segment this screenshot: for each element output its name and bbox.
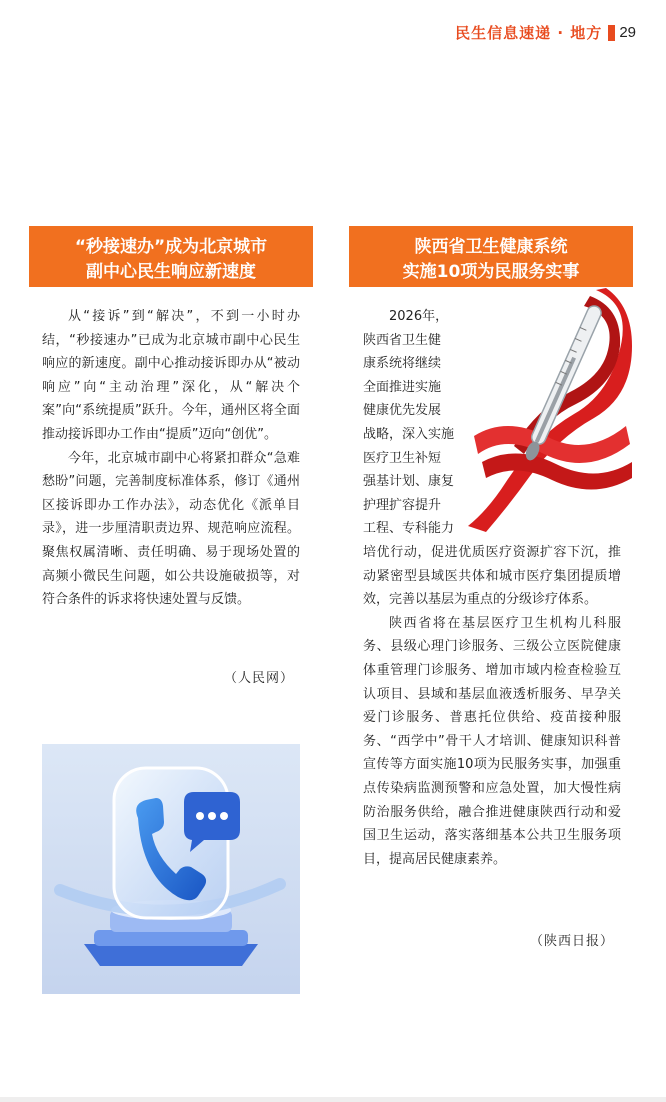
title-line: “秒接速办”成为北京城市 [74,237,268,257]
intro-line: 工程、专科能力 [363,521,455,537]
intro-line: 战略，深入实施 [363,426,455,442]
paragraph: 从“接诉”到“解决”，不到一小时办结，“秒接速办”已成为北京城市副中心民生响应的新速度。副中心推动接诉即办从“被动响应”向“主动治理”深化，从“解决个案”向“系统提质”跃升。今年，通州区将全面推动接诉即办工作由“提质”迈向“创优”。 [42,309,300,442]
paragraph: 今年，北京城市副中心将紧扣群众“急难愁盼”问题，完善制度标准体系，修订《通州区接诉即办工作办法》，动态优化《派单目录》，进一步厘清职责边界、规范响应流程。聚焦权属清晰、责任明确、易于现场处置的高频小微民生问题，如公共设施破损等，对符合条件的诉求将快速处置与反馈。 [42,450,300,608]
source-credit: （人民网） [223,671,294,686]
intro-line: 全面推进实施 [363,379,442,395]
intro-line: 强基计划、康复 [363,474,455,490]
intro-line: 护理扩容提升 [363,497,442,513]
paragraph: 陕西省将在基层医疗卫生机构儿科服务、县级心理门诊服务、三级公立医院健康体重管理门诊服务、增加市域内检查检验互认项目、县域和基层血液透析服务、早孕关爱门诊服务、普惠托位供给、疫苗接种服务、“西学中”骨干人才培训、健康知识科普宣传等方面实施10项为民服务实事，加强重点传染病监测预警和应急处置，加大慢性病防治服务供给，融合推进健康陕西行动和爱国卫生运动，落实落细基本公共卫生服务项目，提高居民健康素养。 [363,615,621,867]
article-intro-shaanxi [363,305,460,541]
paragraph: 培优行动，促进优质医疗资源扩容下沉，推动紧密型县域医共体和城市医疗集团提质增效，完善以基层为重点的分级诊疗体系。 [363,545,621,608]
article-title-shaanxi [349,226,633,287]
article-body-shaanxi [363,541,621,871]
title-line: 陕西省卫生健康系统 [414,237,568,257]
source-credit: （陕西日报） [529,934,614,949]
intro-line: 康系统将继续 [363,356,442,372]
intro-line: 健康优先发展 [363,403,442,419]
phone-chat-illustration [42,744,300,994]
article-title-beijing [29,226,313,287]
thermometer-ribbon [466,286,634,532]
title-line: 实施10项为民服务实事 [402,262,580,282]
page-bottom-rule [0,1097,666,1102]
header-divider [608,25,615,41]
intro-line: 2026年， [389,309,449,324]
page-number: 29 [619,24,636,41]
thermometer-ribbon-illustration [466,286,634,532]
intro-line: 医疗卫生补短 [363,450,442,466]
article-body-beijing [42,305,300,612]
section-title: 民生信息速递 · 地方 [455,24,603,42]
intro-line: 陕西省卫生健 [363,332,442,348]
title-line: 副中心民生响应新速度 [86,262,256,282]
phone-chat-icon [42,744,300,994]
page-header [455,22,636,43]
